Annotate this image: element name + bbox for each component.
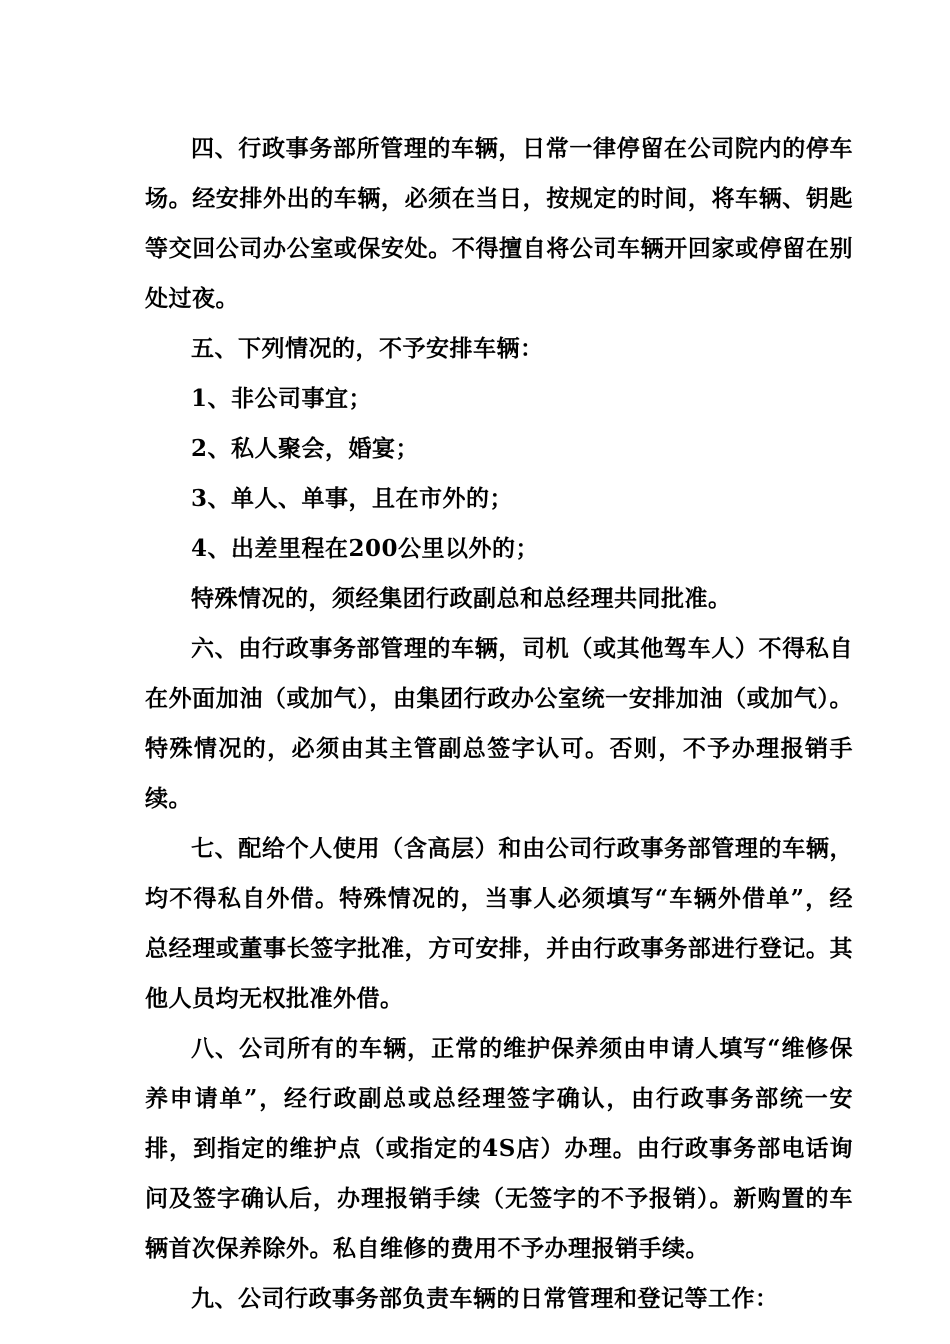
paragraph-maintenance-rules: 八、公司所有的车辆，正常的维护保养须由申请人填写“维修保养申请单”，经行政副总或总经理签字确认，由行政事务部统一安排，到指定的维护点（或指定的4S店）办理。由行政事务部电话询问及签字确认后，办理报销手续（无签字的不予报销）。新购置的车辆首次保养除外。私自维修的费用不予办理报销手续。 xyxy=(145,1035,853,1262)
list-item-mileage: 4、出差里程在200公里以外的； xyxy=(191,535,540,562)
paragraph-refueling-rules: 六、由行政事务部管理的车辆，司机（或其他驾车人）不得私自在外面加油（或加气），由集团行政办公室统一安排加油（或加气）。特殊情况的，必须由其主管副总签字认可。否则，不予办理报销手续。 xyxy=(145,635,853,812)
list-item-single-person: 3、单人、单事，且在市外的； xyxy=(191,485,514,512)
paragraph-lending-rules: 七、配给个人使用（含高层）和由公司行政事务部管理的车辆，均不得私自外借。特殊情况的，当事人必须填写“车辆外借单”，经总经理或董事长签字批准，方可安排，并由行政事务部进行登记。其他人员均无权批准外借。 xyxy=(145,835,853,1012)
paragraph-special-approval: 特殊情况的，须经集团行政副总和总经理共同批准。 xyxy=(191,585,732,612)
list-item-non-company: 1、非公司事宜； xyxy=(191,385,373,412)
paragraph-parking-rules: 四、行政事务部所管理的车辆，日常一律停留在公司院内的停车场。经安排外出的车辆，必须在当日，按规定的时间，将车辆、钥匙等交回公司办公室或保安处。不得擅自将公司车辆开回家或停留在别处过夜。 xyxy=(145,135,853,312)
document-body xyxy=(145,124,853,1324)
paragraph-daily-management: 九、公司行政事务部负责车辆的日常管理和登记等工作： xyxy=(191,1285,779,1312)
list-item-private-party: 2、私人聚会，婚宴； xyxy=(191,435,420,462)
paragraph-no-vehicle-cases: 五、下列情况的，不予安排车辆： xyxy=(191,335,544,362)
